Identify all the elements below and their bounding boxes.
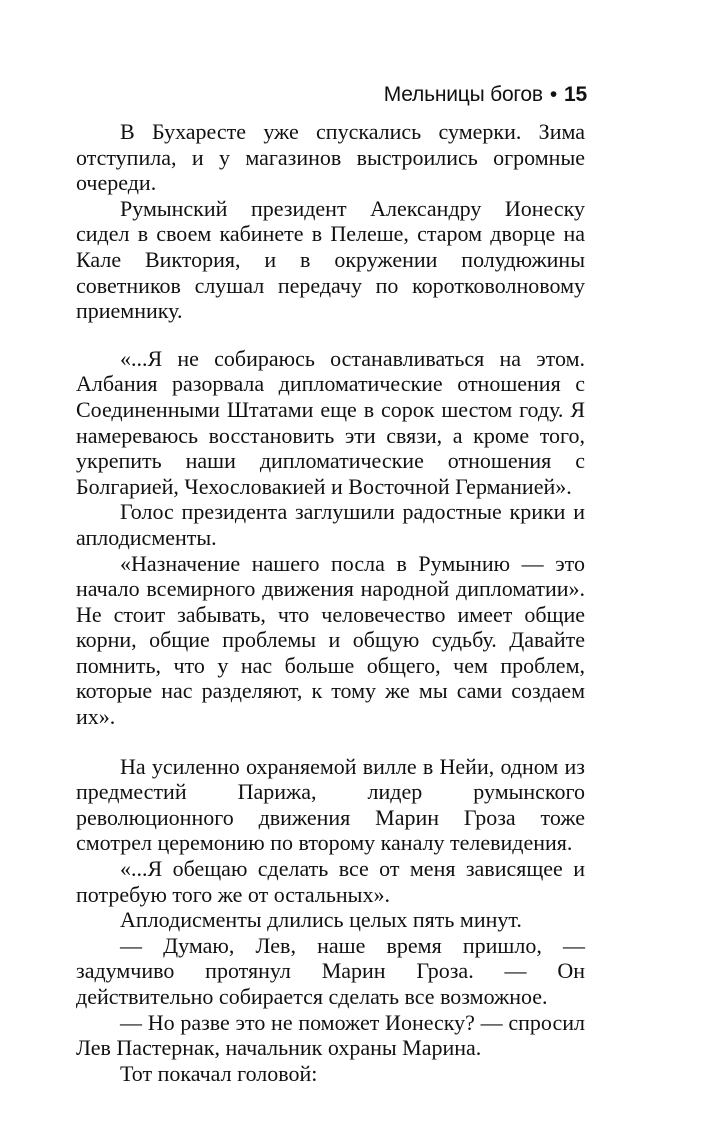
book-title: Мельницы богов <box>383 83 543 106</box>
paragraph: — Думаю, Лев, наше время пришло, — задумчиво протянул Марин Гроза. — Он действительно собирается сделать все возможное. <box>76 932 585 1009</box>
paragraph: «Назначение нашего посла в Румынию — это начало всемирного движения народной дипломатии». Не стоит забывать, что человечество имеет общие корни, общие проблемы и общую судьбу. Давайте помнить, что у нас больше общего, чем проблем, которые нас разделяют, к тому же мы сами создаем их». <box>76 550 585 730</box>
paragraph: — Но разве это не поможет Ионеску? — спросил Лев Пастернак, начальник охраны Марина. <box>76 1009 585 1061</box>
paragraph: Аплодисменты длились целых пять минут. <box>120 907 522 933</box>
paragraph: Тот покачал головой: <box>120 1060 318 1086</box>
section-break <box>76 730 585 754</box>
running-head <box>384 82 587 108</box>
paragraph: Голос президента заглушили радостные крики и аплодисменты. <box>76 499 585 550</box>
page-body <box>76 119 585 1086</box>
page-number: 15 <box>564 83 587 106</box>
bullet-separator: • <box>549 83 558 106</box>
paragraph: Румынский президент Александру Ионеску сидел в своем кабинете в Пелеше, старом дворце на Кале Виктория, и в окружении полудюжины советников слушал передачу по коротковолновому приемнику. <box>76 195 585 324</box>
paragraph: «...Я не собираюсь останавливаться на этом. Албания разорвала дипломатические отношения с Соединенными Штатами еще в сорок шестом году. Я намереваюсь восстановить эти связи, а кроме того, укрепить наши дипломатические отношения с Болгарией, Чехословакией и Восточной Германией». <box>76 345 585 499</box>
paragraph: На усиленно охраняемой вилле в Нейи, одном из предместий Парижа, лидер румынского революционного движения Марин Гроза тоже смотрел церемонию по второму каналу телевидения. <box>76 753 585 856</box>
section-break <box>76 324 585 346</box>
paragraph: В Бухаресте уже спускались сумерки. Зима отступила, и у магазинов выстроились огромные очереди. <box>76 119 585 196</box>
paragraph: «...Я обещаю сделать все от меня зависящее и потребую того же от остальных». <box>76 856 585 907</box>
